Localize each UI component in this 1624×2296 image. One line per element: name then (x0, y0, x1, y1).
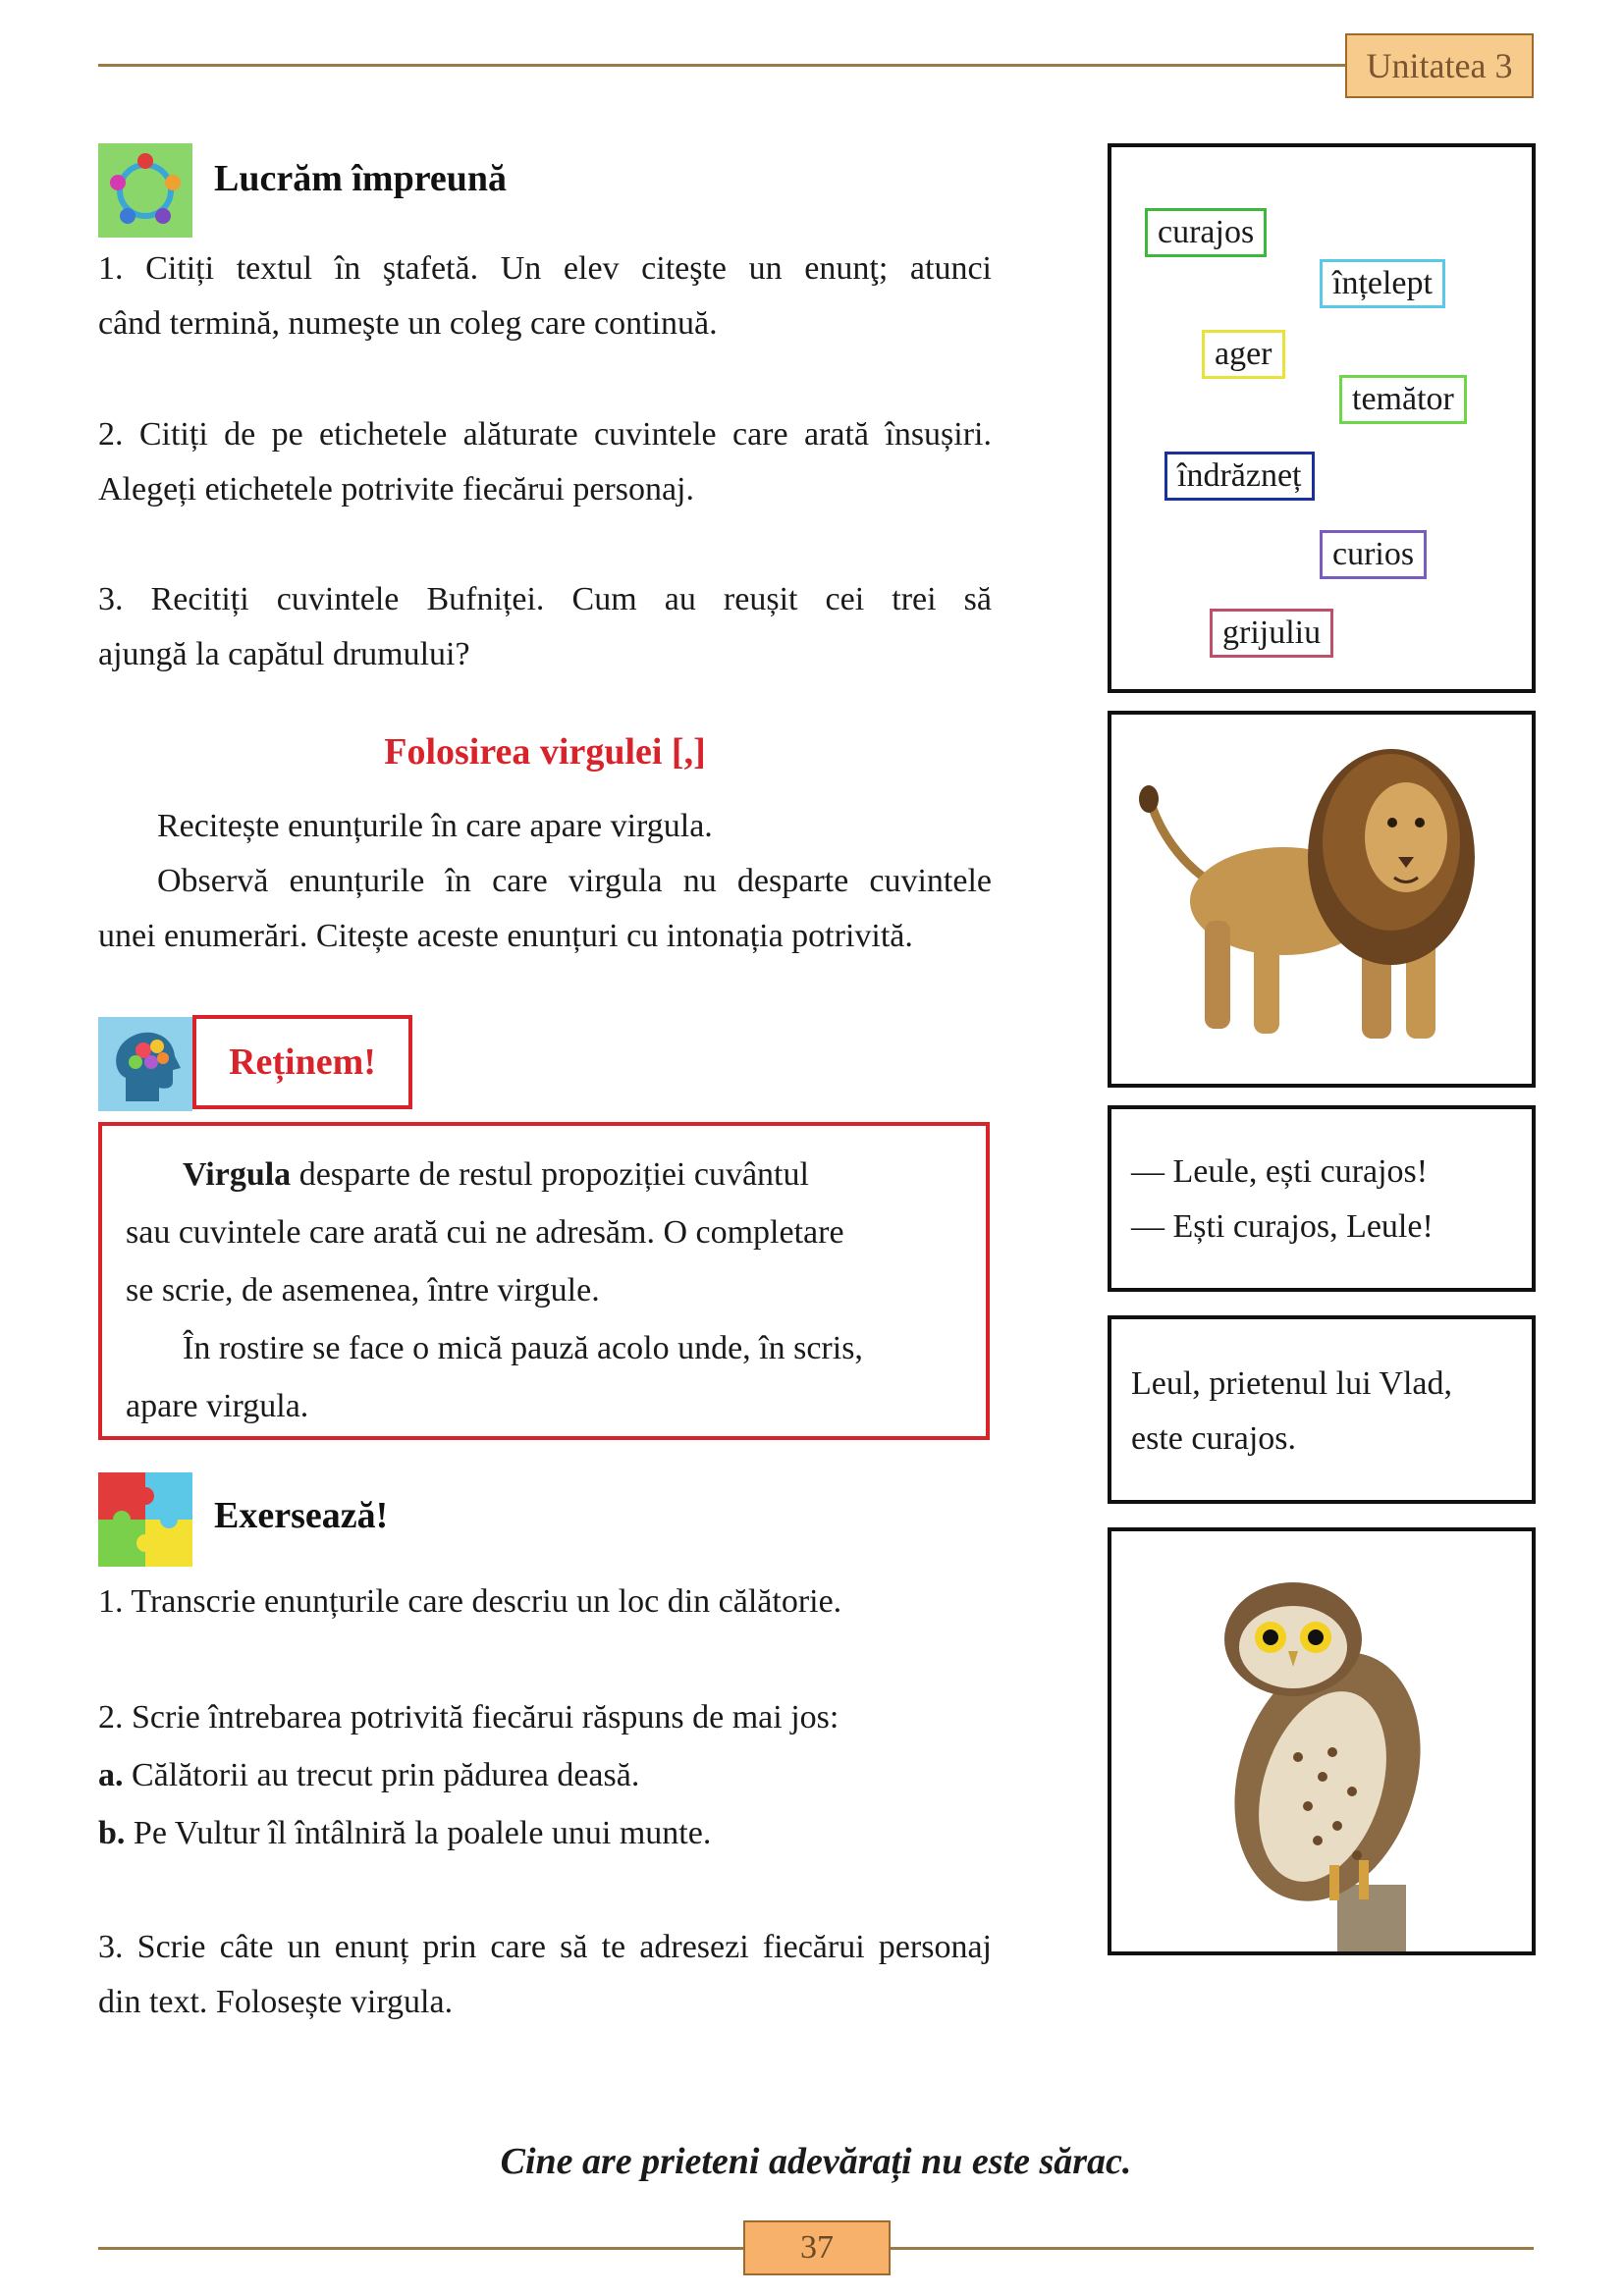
virgula-line-1: Recitește enunțurile în care apare virgula. (157, 808, 713, 844)
lucram-item-3-line-1: 3. Recitiți cuvintele Bufniței. Cum au reușit cei trei să (98, 581, 992, 617)
footer-rule-right (891, 2247, 1534, 2250)
exerseaza-item-2a (98, 1748, 992, 1803)
tag-grijuliu (1210, 609, 1333, 658)
sentence-panel (1108, 1315, 1536, 1504)
exerseaza-item-3 (98, 1920, 992, 2030)
exerseaza-item-3-line-2: din text. Folosește virgula. (98, 1984, 454, 2020)
exerseaza-title: Exersează! (214, 1495, 389, 1536)
owl-panel (1108, 1527, 1536, 1955)
tag-grijuliu-text: grijuliu (1222, 614, 1322, 651)
lucram-item-3 (98, 572, 992, 682)
lion-image (1111, 715, 1532, 1084)
lucram-title: Lucrăm împreună (214, 158, 508, 199)
sentence-line-1: Leul, prietenul lui Vlad, (1131, 1365, 1453, 1402)
virgula-line-3: unei enumerări. Citește aceste enunțuri cu intonația potrivită. (98, 918, 913, 954)
item-2a-label: a. (98, 1757, 124, 1793)
exerseaza-item-3-line-1: 3. Scrie câte un enunț prin care să te adresezi fiecărui personaj (98, 1929, 992, 1965)
exerseaza-item-1: 1. Transcrie enunțurile care descriu un loc din călătorie. (98, 1583, 842, 1620)
exerseaza-item-2 (98, 1690, 992, 1861)
puzzle-icon (98, 1472, 192, 1567)
exerseaza-item-2-text: 2. Scrie întrebarea potrivită fiecărui răspuns de mai jos: (98, 1699, 839, 1735)
tag-intelept (1320, 259, 1445, 308)
dialog-line-1: — Leule, ești curajos! (1131, 1153, 1429, 1190)
tag-curajos (1145, 208, 1267, 257)
tag-temator (1339, 375, 1467, 424)
dialog-panel (1108, 1105, 1536, 1292)
page-number: 37 (743, 2220, 891, 2275)
tag-ager-text: ager (1215, 336, 1272, 372)
retinem-line-2: sau cuvintele care arată cui ne adresăm. O completare (126, 1214, 844, 1251)
virgula-text (98, 799, 992, 964)
item-2a-text: Călătorii au trecut prin pădurea deasă. (123, 1757, 640, 1793)
lucram-item-1-line-1: 1. Citiți textul în ştafetă. Un elev citeşte un enunţ; atunci (98, 250, 992, 287)
lucram-item-1 (98, 241, 992, 351)
lucram-item-2-line-1: 2. Citiți de pe etichetele alăturate cuvintele care arată însușiri. (98, 416, 992, 453)
lucram-item-1-line-2: când termină, numeşte un coleg care continuă. (98, 305, 718, 342)
retinem-bold-word: Virgula (183, 1156, 292, 1193)
retinem-line-3: se scrie, de asemenea, între virgule. (126, 1272, 600, 1308)
lucram-item-2 (98, 407, 992, 517)
tag-indraznet (1164, 452, 1315, 501)
lucram-item-2-line-2: Alegeți etichetele potrivite fiecărui personaj. (98, 471, 695, 507)
virgula-line-2: Observă enunțurile în care virgula nu desparte cuvintele (157, 863, 992, 899)
exerseaza-item-2b (98, 1806, 992, 1861)
retinem-line-5: apare virgula. (126, 1388, 309, 1424)
tag-temator-text: temător (1352, 381, 1454, 417)
tag-curios (1320, 530, 1427, 579)
footer-rule-left (98, 2247, 743, 2250)
unit-label: Unitatea 3 (1345, 33, 1534, 98)
lucram-item-3-line-2: ajungă la capătul drumului? (98, 636, 470, 672)
tag-indraznet-text: îndrăzneț (1177, 457, 1302, 494)
retinem-line-4-text: În rostire se face o mică pauză acolo unde, în scris, (183, 1330, 863, 1366)
tags-panel (1108, 143, 1536, 693)
retinem-label: Reținem! (192, 1015, 412, 1109)
lion-panel (1108, 711, 1536, 1088)
sentence-line-2: este curajos. (1131, 1420, 1297, 1457)
virgula-title: Folosirea virgulei [,] (384, 731, 706, 773)
motto: Cine are prieteni adevărați nu este sărac. (500, 2141, 1132, 2182)
retinem-line-1 (126, 1146, 962, 1203)
tag-curios-text: curios (1332, 536, 1415, 572)
retinem-line-4 (126, 1319, 962, 1377)
retinem-line-1-rest: desparte de restul propoziției cuvântul (291, 1156, 809, 1193)
tag-intelept-text: înțelept (1332, 265, 1433, 301)
owl-image (1111, 1531, 1532, 1951)
retinem-rule-box (98, 1122, 990, 1440)
brain-icon (98, 1017, 192, 1111)
teamwork-icon (98, 143, 192, 238)
tag-curajos-text: curajos (1158, 214, 1255, 250)
item-2b-label: b. (98, 1815, 126, 1851)
item-2b-text: Pe Vultur îl întâlniră la poalele unui munte. (125, 1815, 712, 1851)
tag-ager (1202, 330, 1285, 379)
header-rule (98, 64, 1345, 67)
dialog-line-2: — Ești curajos, Leule! (1131, 1208, 1434, 1245)
